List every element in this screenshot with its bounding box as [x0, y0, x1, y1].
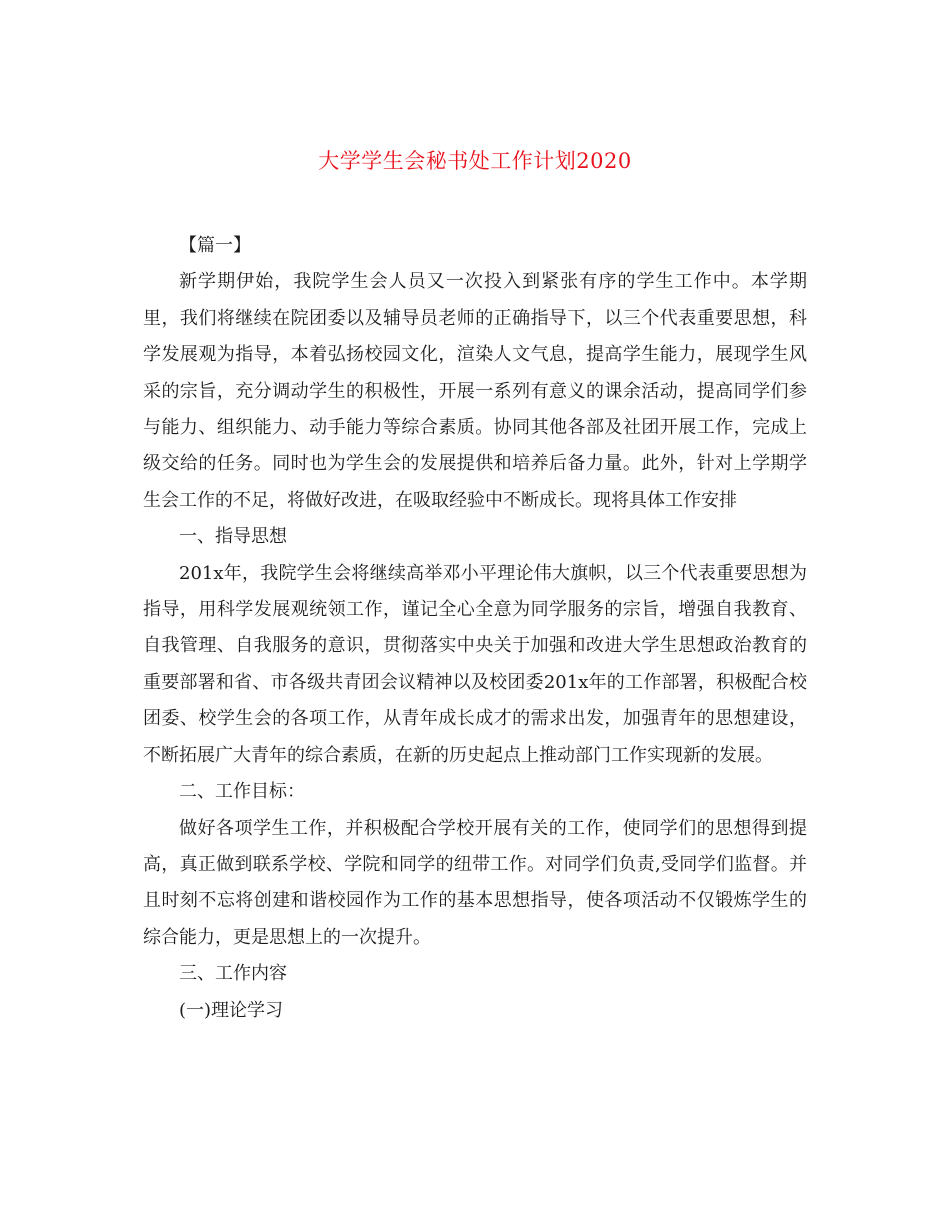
heading-work-goals: 二、工作目标： — [179, 781, 305, 803]
heading-guiding-ideology: 一、指导思想 — [179, 526, 287, 548]
paragraph-work-goals: 做好各项学生工作，并积极配合学校开展有关的工作，使同学们的思想得到提高，真正做到联系学校、学院和同学的纽带工作。对同学们负责,受同学们监督。并且时刻不忘将创建和谐校园作为工作的基本思想指导，使各项活动不仅锻炼学生的综合能力，更是思想上的一次提升。 — [143, 817, 807, 948]
document-body — [143, 228, 807, 1029]
paragraph-guiding-ideology: 201x年，我院学生会将继续高举邓小平理论伟大旗帜，以三个代表重要思想为指导，用科学发展观统领工作，谨记全心全意为同学服务的宗旨，增强自我教育、自我管理、自我服务的意识，贯彻落实中央关于加强和改进大学生思想政治教育的重要部署和省、市各级共青团会议精神以及校团委201x年的工作部署，积极配合校团委、校学生会的各项工作，从青年成长成才的需求出发，加强青年的思想建设，不断拓展广大青年的综合素质，在新的历史起点上推动部门工作实现新的发展。 — [143, 562, 807, 766]
subheading-theory-study: (一)理论学习 — [179, 999, 284, 1021]
document-title: 大学学生会秘书处工作计划2020 — [318, 149, 632, 173]
section-label: 【篇一】 — [179, 235, 251, 256]
heading-work-content: 三、工作内容 — [179, 963, 287, 985]
intro-paragraph: 新学期伊始，我院学生会人员又一次投入到紧张有序的学生工作中。本学期里，我们将继续在院团委以及辅导员老师的正确指导下，以三个代表重要思想，科学发展观为指导，本着弘扬校园文化，渲染人文气息，提高学生能力，展现学生风采的宗旨，充分调动学生的积极性，开展一系列有意义的课余活动，提高同学们参与能力、组织能力、动手能力等综合素质。协同其他各部及社团开展工作，完成上级交给的任务。同时也为学生会的发展提供和培养后备力量。此外，针对上学期学生会工作的不足，将做好改进，在吸取经验中不断成长。现将具体工作安排 — [143, 271, 807, 511]
